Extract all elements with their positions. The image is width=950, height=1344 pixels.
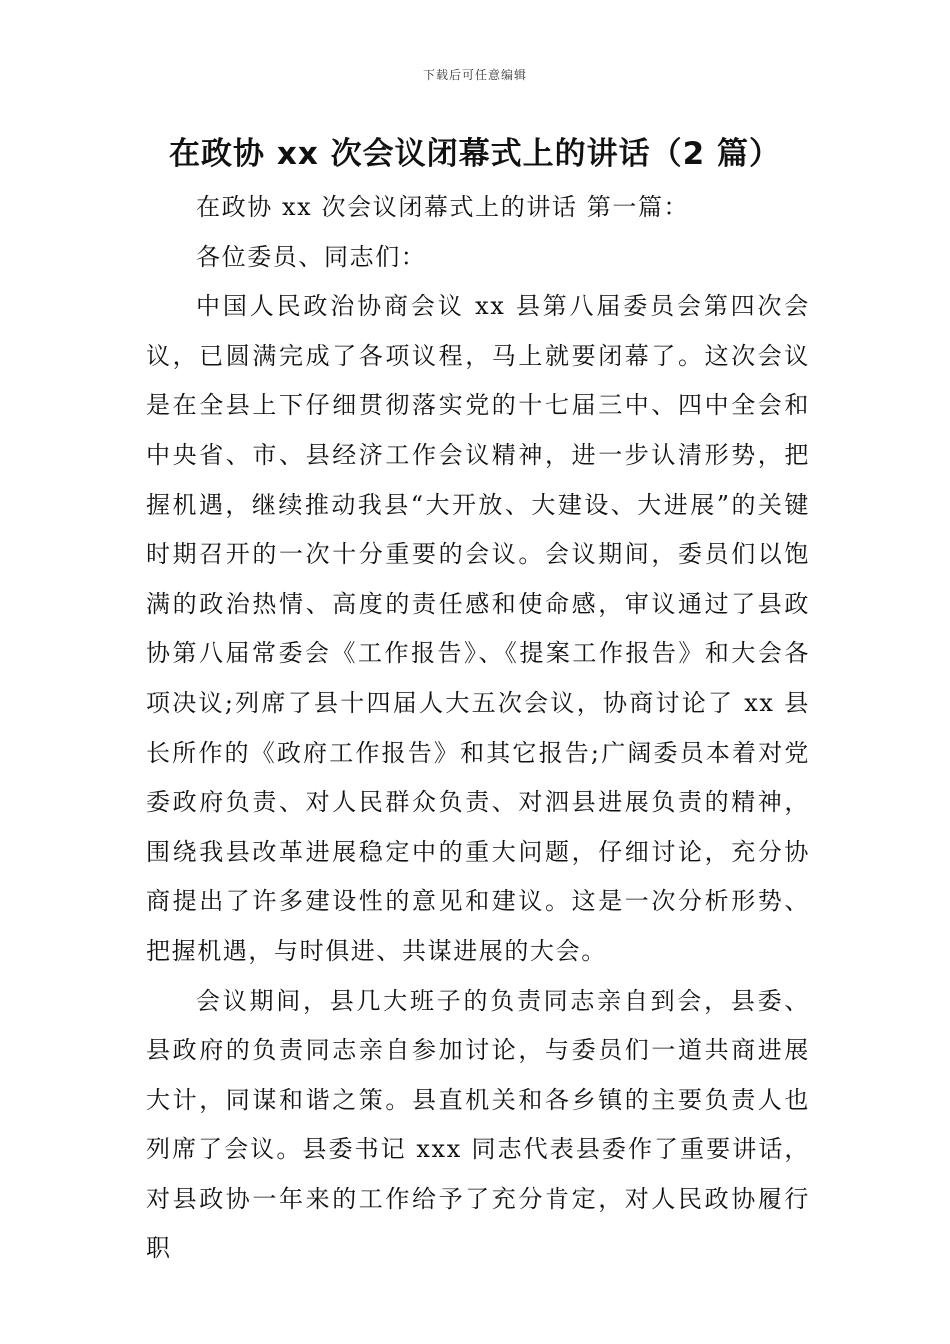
document-title: 在政协 xx 次会议闭幕式上的讲话（2 篇） — [169, 136, 781, 172]
body-paragraph: 中国人民政治协商会议 xx 县第八届委员会第四次会议，已圆满完成了各项议程，马上就要闭幕了。这次会议是在全县上下仔细贯彻落实党的十七届三中、四中全会和中央省、市、县经济工作会议精神，进一步认清形势，把握机遇，继续推动我县“大开放、大建设、大进展”的关键时期召开的一次十分重要的会议。会议期间，委员们以饱满的政治热情、高度的责任感和使命感，审议通过了县政协第八届常委会《工作报告》、《提案工作报告》和大会各项决议;列席了县十四届人大五次会议，协商讨论了 xx 县长所作的《政府工作报告》和其它报告;广阔委员本着对党委政府负责、对人民群众负责、对泗县进展负责的精神，围绕我县改革进展稳定中的重大问题，仔细讨论，充分协商提出了许多建设性的意见和建议。这是一次分析形势、把握机遇，与时俱进、共谋进展的大会。 — [146, 292, 810, 965]
document-body — [146, 183, 810, 1274]
body-paragraph: 会议期间，县几大班子的负责同志亲自到会，县委、县政府的负责同志亲自参加讨论，与委员们一道共商进展大计，同谋和谐之策。县直机关和各乡镇的主要负责人也列席了会议。县委书记 xxx 同志代表县委作了重要讲话，对县政协一年来的工作给予了充分肯定，对人民政协履行职 — [146, 986, 810, 1263]
header-note: 下载后可任意编辑 — [422, 68, 527, 82]
salutation: 各位委员、同志们： — [196, 242, 427, 271]
subtitle-line: 在政协 xx 次会议闭幕式上的讲话 第一篇： — [196, 193, 690, 221]
